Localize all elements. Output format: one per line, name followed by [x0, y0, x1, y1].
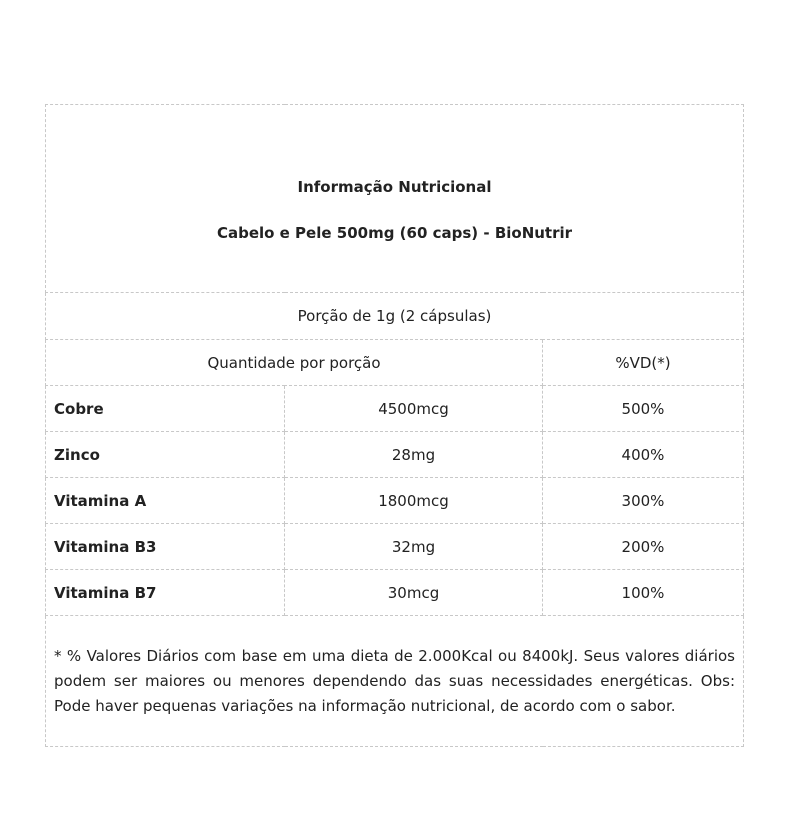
table-title: Informação Nutricional: [297, 177, 492, 196]
nutrient-name: Cobre: [46, 386, 285, 432]
product-name: Cabelo e Pele 500mg (60 caps) - BioNutrir: [216, 223, 573, 242]
nutrient-vd: 300%: [543, 478, 744, 524]
table-row: [46, 386, 744, 432]
table-row: [46, 524, 744, 570]
nutrient-name: Vitamina B3: [46, 524, 285, 570]
nutrient-vd: 100%: [543, 570, 744, 616]
footnote-row: [46, 616, 744, 747]
nutrient-amount: 1800mcg: [285, 478, 543, 524]
footnote: * % Valores Diários com base em uma dieta de 2.000Kcal ou 8400kJ. Seus valores diários podem ser maiores ou menores dependendo das suas necessidades energéticas. Obs: Pode haver pequenas variações na informação nutricional, de acordo com o sabor.: [46, 616, 744, 747]
nutrient-vd: 500%: [543, 386, 744, 432]
table-row: [46, 570, 744, 616]
quantity-header: Quantidade por porção: [46, 340, 543, 386]
nutrient-name: Vitamina B7: [46, 570, 285, 616]
table-row: [46, 478, 744, 524]
table-row: [46, 432, 744, 478]
nutrient-name: Zinco: [46, 432, 285, 478]
nutrient-amount: 32mg: [285, 524, 543, 570]
title-cell: [46, 105, 744, 293]
nutrient-vd: 200%: [543, 524, 744, 570]
nutrient-amount: 4500mcg: [285, 386, 543, 432]
header-row: [46, 340, 744, 386]
portion-size: Porção de 1g (2 cápsulas): [46, 293, 744, 340]
nutrient-amount: 30mcg: [285, 570, 543, 616]
nutrient-amount: 28mg: [285, 432, 543, 478]
portion-row: [46, 293, 744, 340]
nutrient-name: Vitamina A: [46, 478, 285, 524]
nutrition-facts-table: [45, 104, 744, 747]
nutrient-vd: 400%: [543, 432, 744, 478]
title-row: [46, 105, 744, 293]
vd-header: %VD(*): [543, 340, 744, 386]
